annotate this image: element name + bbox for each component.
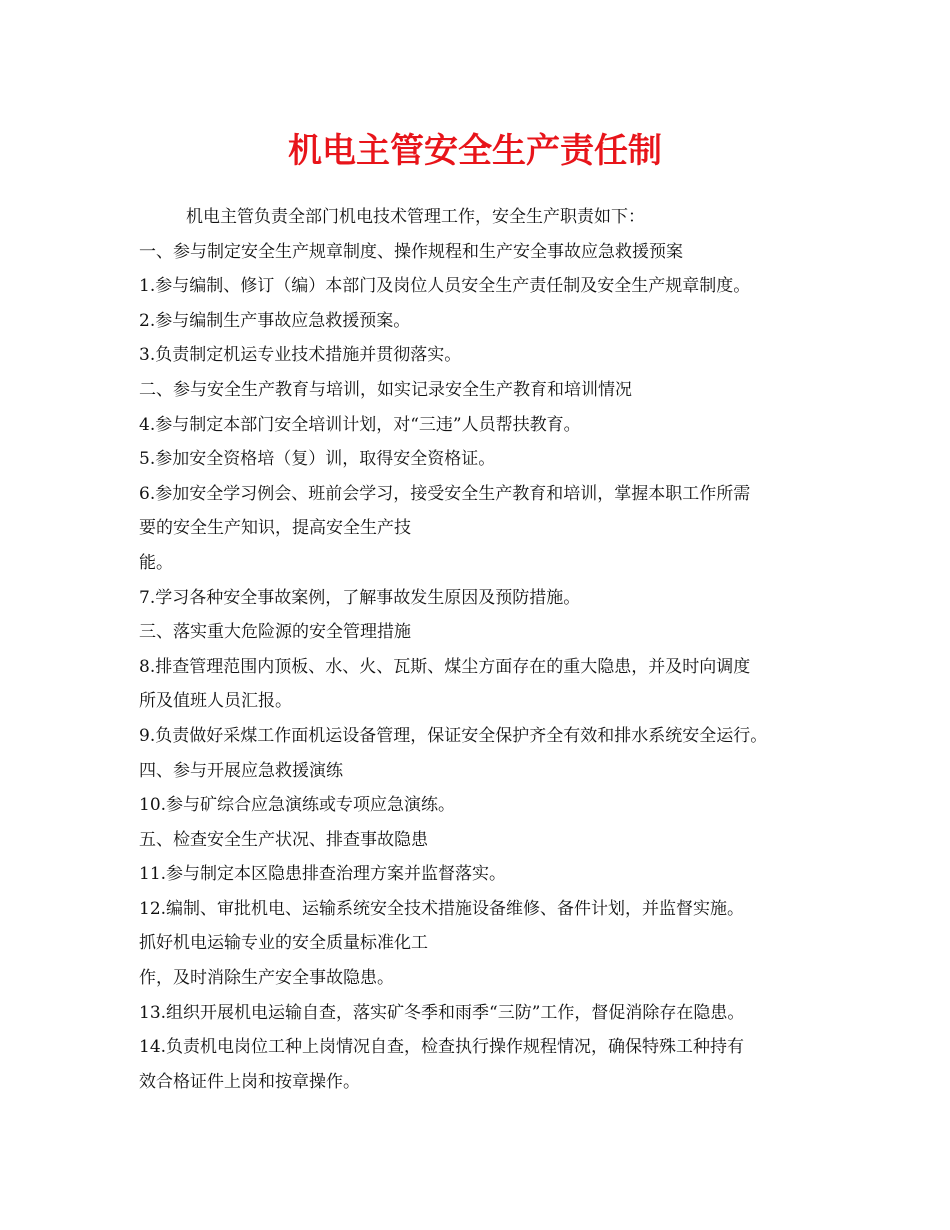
item-11: 11.参与制定本区隐患排查治理方案并监督落实。: [139, 864, 507, 885]
item-9: 9.负责做好采煤工作面机运设备管理，保证安全保护齐全有效和排水系统安全运行。: [139, 725, 768, 746]
item-8: 8.排查管理范围内顶板、水、火、瓦斯、煤尘方面存在的重大隐患，并及时向调度: [139, 656, 751, 677]
item-2: 2.参与编制生产事故应急救援预案。: [139, 310, 411, 331]
document-title: 机电主管安全生产责任制: [288, 131, 662, 171]
item-13: 13.组织开展机电运输自查，落实矿冬季和雨季“三防”工作，督促消除存在隐患。: [139, 1002, 745, 1023]
item-10: 10.参与矿综合应急演练或专项应急演练。: [139, 795, 456, 816]
section-heading-1: 一、参与制定安全生产规章制度、操作规程和生产安全事故应急救援预案: [139, 241, 683, 262]
item-6-continued: 要的安全生产知识，提高安全生产技: [139, 518, 411, 539]
item-7: 7.学习各种安全事故案例，了解事故发生原因及预防措施。: [139, 587, 581, 608]
item-3: 3.负责制定机运专业技术措施并贯彻落实。: [139, 345, 462, 366]
intro-paragraph: 机电主管负责全部门机电技术管理工作，安全生产职责如下：: [186, 207, 645, 227]
section-heading-4: 四、参与开展应急救援演练: [139, 760, 343, 781]
item-12-continued: 抓好机电运输专业的安全质量标准化工: [139, 933, 428, 954]
item-12-continued-end: 作，及时消除生产安全事故隐患。: [139, 968, 394, 989]
item-14: 14.负责机电岗位工种上岗情况自查，检查执行操作规程情况，确保特殊工种持有: [139, 1037, 745, 1058]
item-12: 12.编制、审批机电、运输系统安全技术措施设备维修、备件计划，并监督实施。: [139, 898, 745, 919]
section-heading-3: 三、落实重大危险源的安全管理措施: [139, 622, 411, 643]
item-1: 1.参与编制、修订（编）本部门及岗位人员安全生产责任制及安全生产规章制度。: [139, 276, 751, 297]
item-4: 4.参与制定本部门安全培训计划，对“三违”人员帮扶教育。: [139, 414, 581, 435]
item-8-continued: 所及值班人员汇报。: [139, 691, 292, 712]
item-6-continued-end: 能。: [139, 552, 173, 573]
item-5: 5.参加安全资格培（复）训，取得安全资格证。: [139, 449, 496, 470]
section-heading-5: 五、检查安全生产状况、排查事故隐患: [139, 829, 428, 850]
item-14-continued: 效合格证件上岗和按章操作。: [139, 1071, 360, 1092]
item-6: 6.参加安全学习例会、班前会学习，接受安全生产教育和培训，掌握本职工作所需: [139, 483, 751, 504]
section-heading-2: 二、参与安全生产教育与培训，如实记录安全生产教育和培训情况: [139, 379, 632, 400]
document-body: [139, 200, 829, 1099]
